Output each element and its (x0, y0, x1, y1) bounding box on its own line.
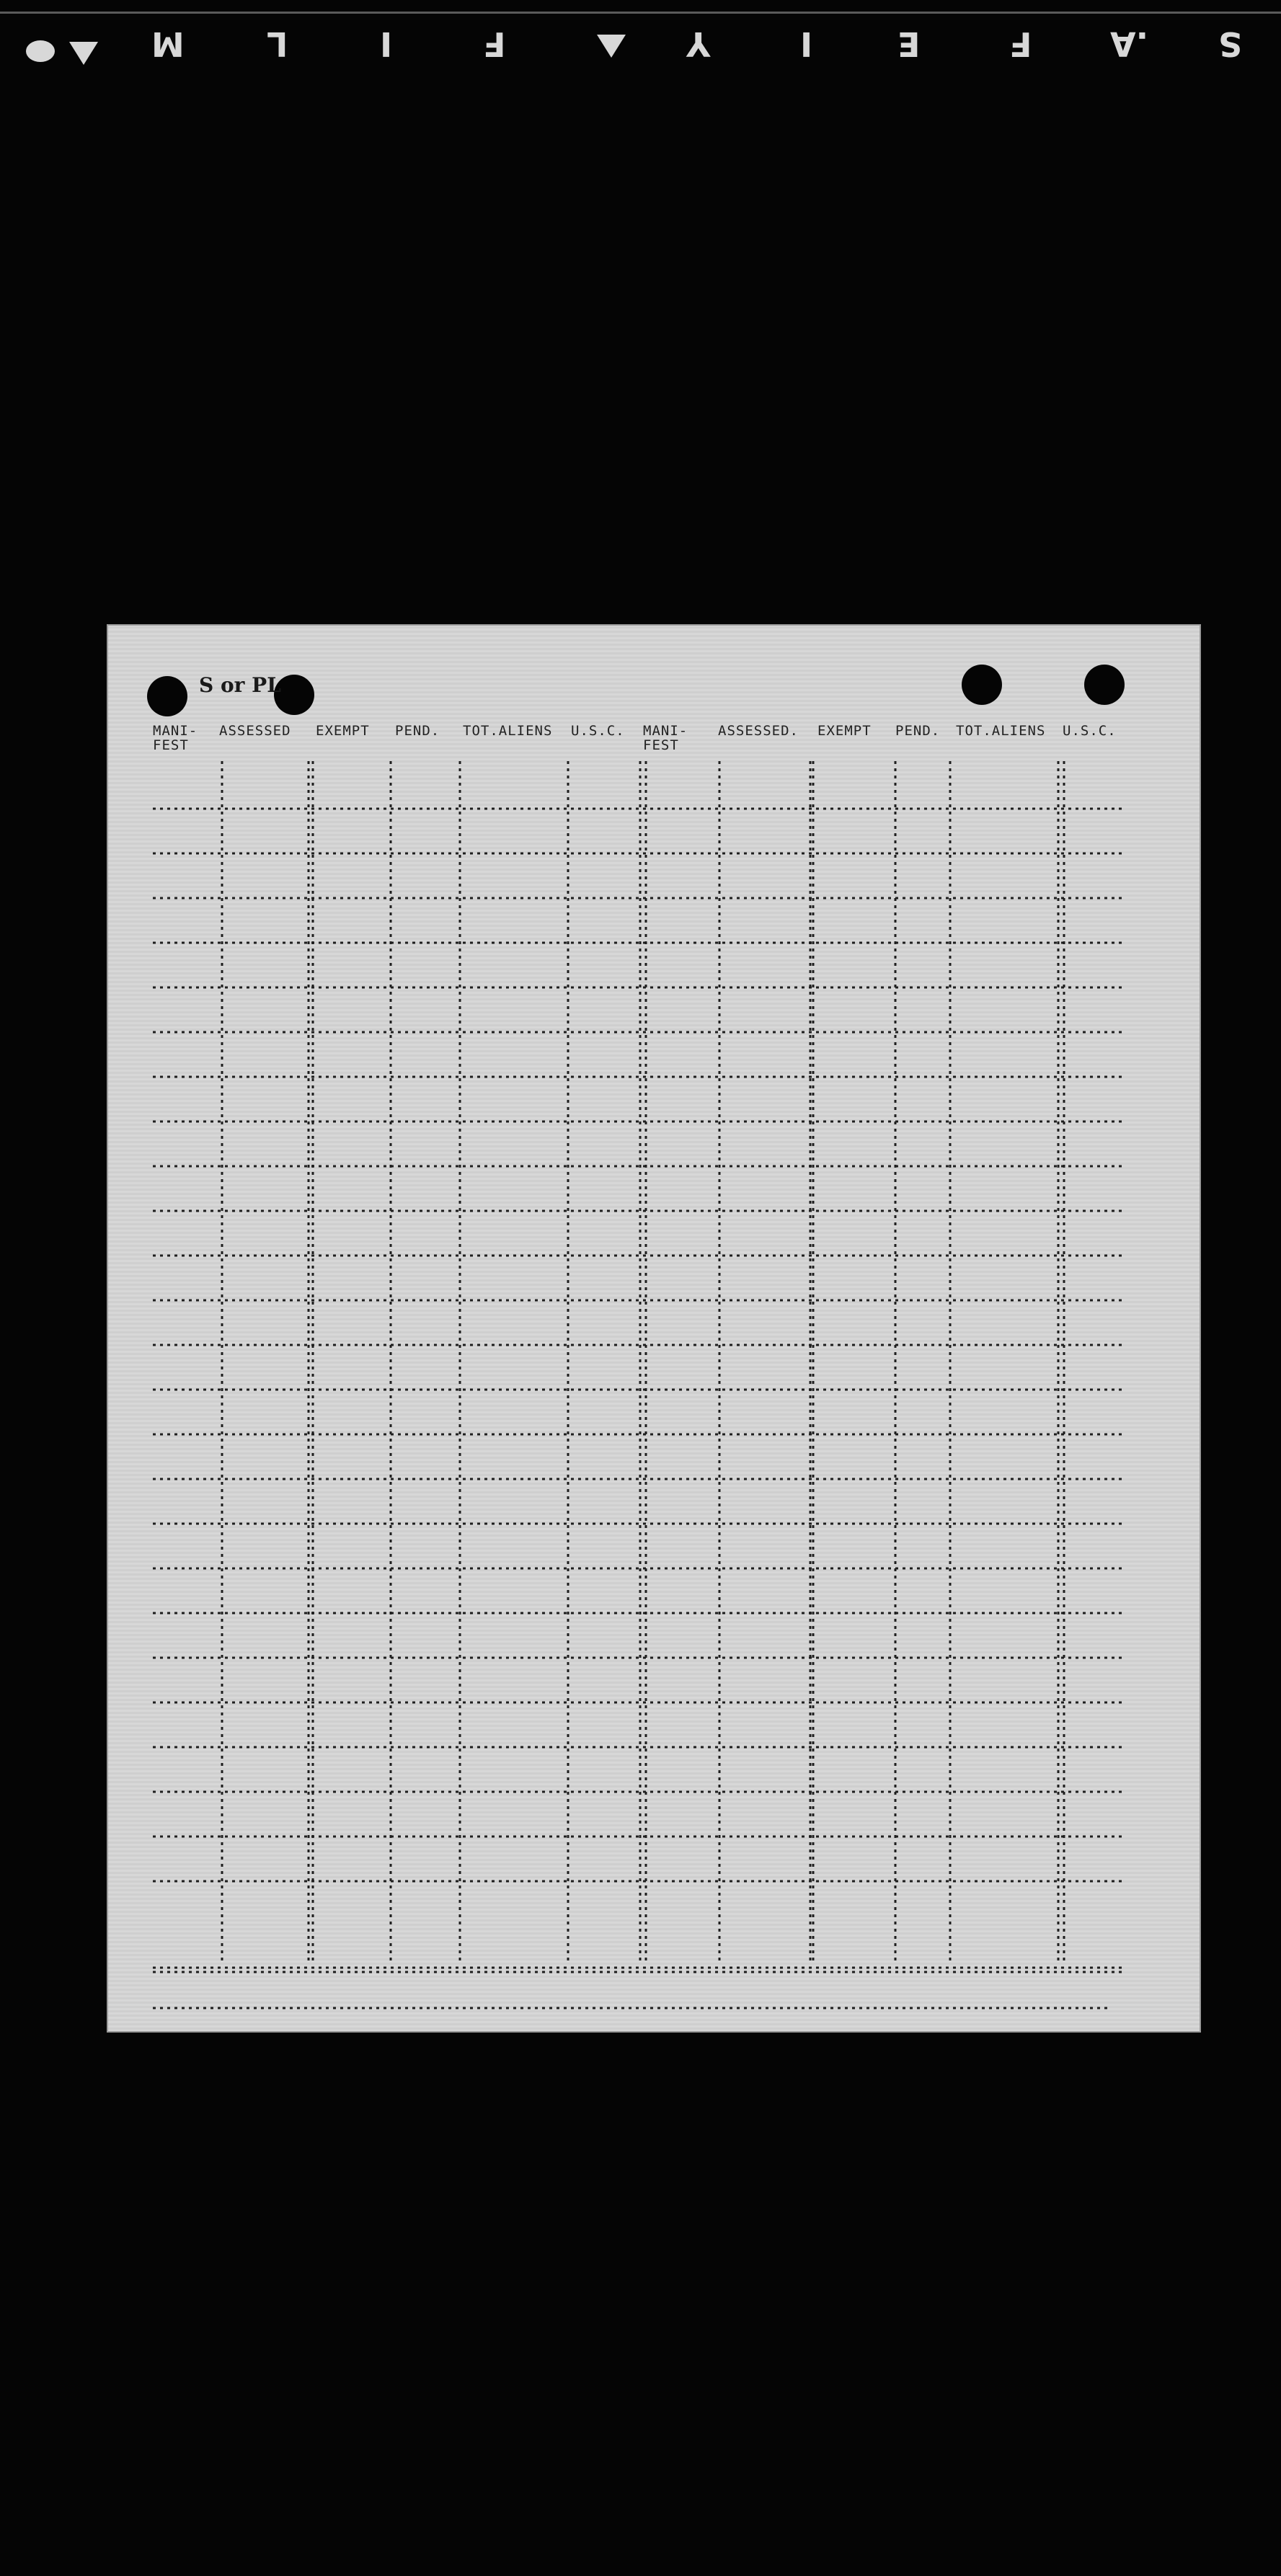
film-glyph: E (897, 25, 921, 63)
column-header-manifest: MANI- FEST (643, 723, 688, 753)
film-glyph: F (483, 25, 506, 63)
film-triangle-marker (69, 42, 98, 65)
column-header-assessed: ASSESSED. (718, 723, 799, 739)
film-triangle-marker (597, 35, 626, 58)
film-glyph: M (151, 25, 185, 63)
manifest-form-sheet (107, 624, 1201, 2033)
column-header-pending: PEND. (395, 723, 440, 739)
film-glyph: I (380, 25, 393, 63)
film-glyph: Y (686, 25, 711, 63)
film-glyph: S (1218, 25, 1243, 63)
column-header-usc: U.S.C. (1063, 723, 1117, 739)
form-identifier: S or PL (199, 673, 281, 697)
film-edge-rule (0, 12, 1281, 14)
column-header-exempt: EXEMPT (817, 723, 872, 739)
film-glyph: F (1009, 25, 1032, 63)
column-header-pending: PEND. (895, 723, 941, 739)
column-header-total-aliens: TOT.ALIENS (956, 723, 1046, 739)
column-header-assessed: ASSESSED (219, 723, 291, 739)
film-glyph: I (800, 25, 813, 63)
ledger-grid (107, 624, 1201, 2033)
film-dot-marker (26, 40, 55, 62)
column-header-manifest: MANI- FEST (153, 723, 198, 753)
film-strip-label (0, 0, 1281, 79)
film-glyph: L (267, 25, 288, 63)
film-glyph: .A (1110, 25, 1149, 63)
column-header-exempt: EXEMPT (316, 723, 370, 739)
column-header-usc: U.S.C. (571, 723, 625, 739)
column-header-total-aliens: TOT.ALIENS (463, 723, 553, 739)
